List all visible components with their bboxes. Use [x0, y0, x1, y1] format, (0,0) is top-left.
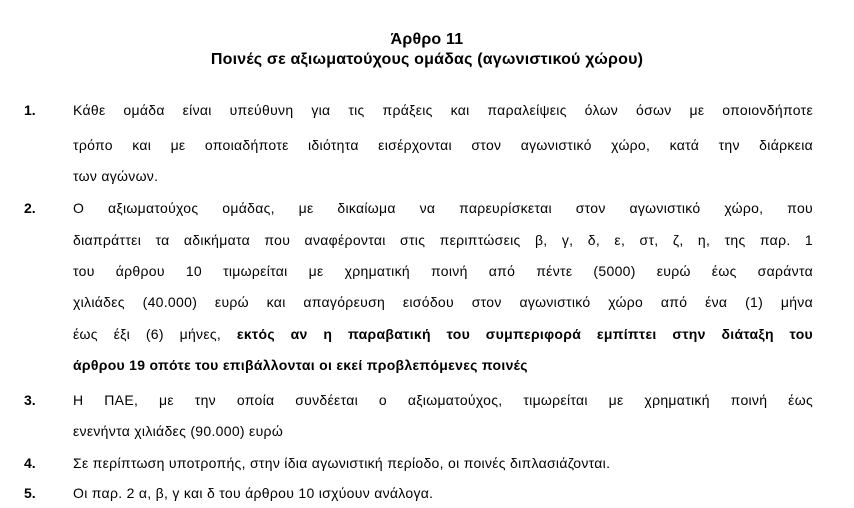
item-3-line-2: ενενήντα χιλιάδες (90.000) ευρώ: [73, 423, 284, 439]
article-subtitle: Ποινές σε αξιωματούχους ομάδας (αγωνιστικού χώρου): [210, 51, 644, 68]
item-number-2: 2.: [24, 200, 36, 216]
item-3-line-1: Η ΠΑΕ, με την οποία συνδέεται ο αξιωματούχος, τιμωρείται με χρηματική ποινή έως: [73, 392, 813, 408]
item-2-line-1: Ο αξιωματούχος ομάδας, με δικαίωμα να παρευρίσκεται στον αγωνιστικό χώρο, που: [73, 200, 813, 216]
item-2-line-5-normal: έως έξι (6) μήνες,: [73, 326, 237, 342]
item-number-4: 4.: [24, 455, 36, 471]
item-2-line-6: άρθρου 19 οπότε του επιβάλλονται οι εκεί προβλεπόμενες ποινές: [73, 357, 528, 373]
item-number-5: 5.: [24, 485, 36, 501]
item-2-line-4: χιλιάδες (40.000) ευρώ και απαγόρευση εισόδου στον αγωνιστικό χώρο από ένα (1) μήνα: [73, 294, 813, 310]
item-2-line-3: του άρθρου 10 τιμωρείται με χρηματική ποινή από πέντε (5000) ευρώ έως σαράντα: [73, 263, 813, 279]
item-1-line-2: τρόπο και με οποιαδήποτε ιδιότητα εισέρχονται στον αγωνιστικό χώρο, κατά την διάρκεια: [73, 137, 813, 153]
article-heading: [0, 30, 854, 70]
item-5-line-1: Οι παρ. 2 α, β, γ και δ του άρθρου 10 ισχύουν ανάλογα.: [73, 485, 434, 501]
item-number-3: 3.: [24, 392, 36, 408]
item-2-line-2: διαπράττει τα αδικήματα που αναφέρονται στις περιπτώσεις β, γ, δ, ε, στ, ζ, η, της παρ. 1: [73, 232, 813, 248]
article-title: Άρθρο 11: [390, 31, 464, 48]
item-1-line-1: Κάθε ομάδα είναι υπεύθυνη για τις πράξεις και παραλείψεις όλων όσων με οποιονδήποτε: [73, 102, 813, 118]
item-4-line-1: Σε περίπτωση υποτροπής, στην ίδια αγωνιστική περίοδο, οι ποινές διπλασιάζονται.: [73, 455, 611, 471]
item-number-1: 1.: [24, 102, 36, 118]
item-1-line-3: των αγώνων.: [73, 168, 159, 184]
item-2-line-5: [73, 326, 813, 342]
item-2-line-5-bold: εκτός αν η παραβατική του συμπεριφορά εμπίπτει στην διάταξη του: [236, 326, 814, 342]
